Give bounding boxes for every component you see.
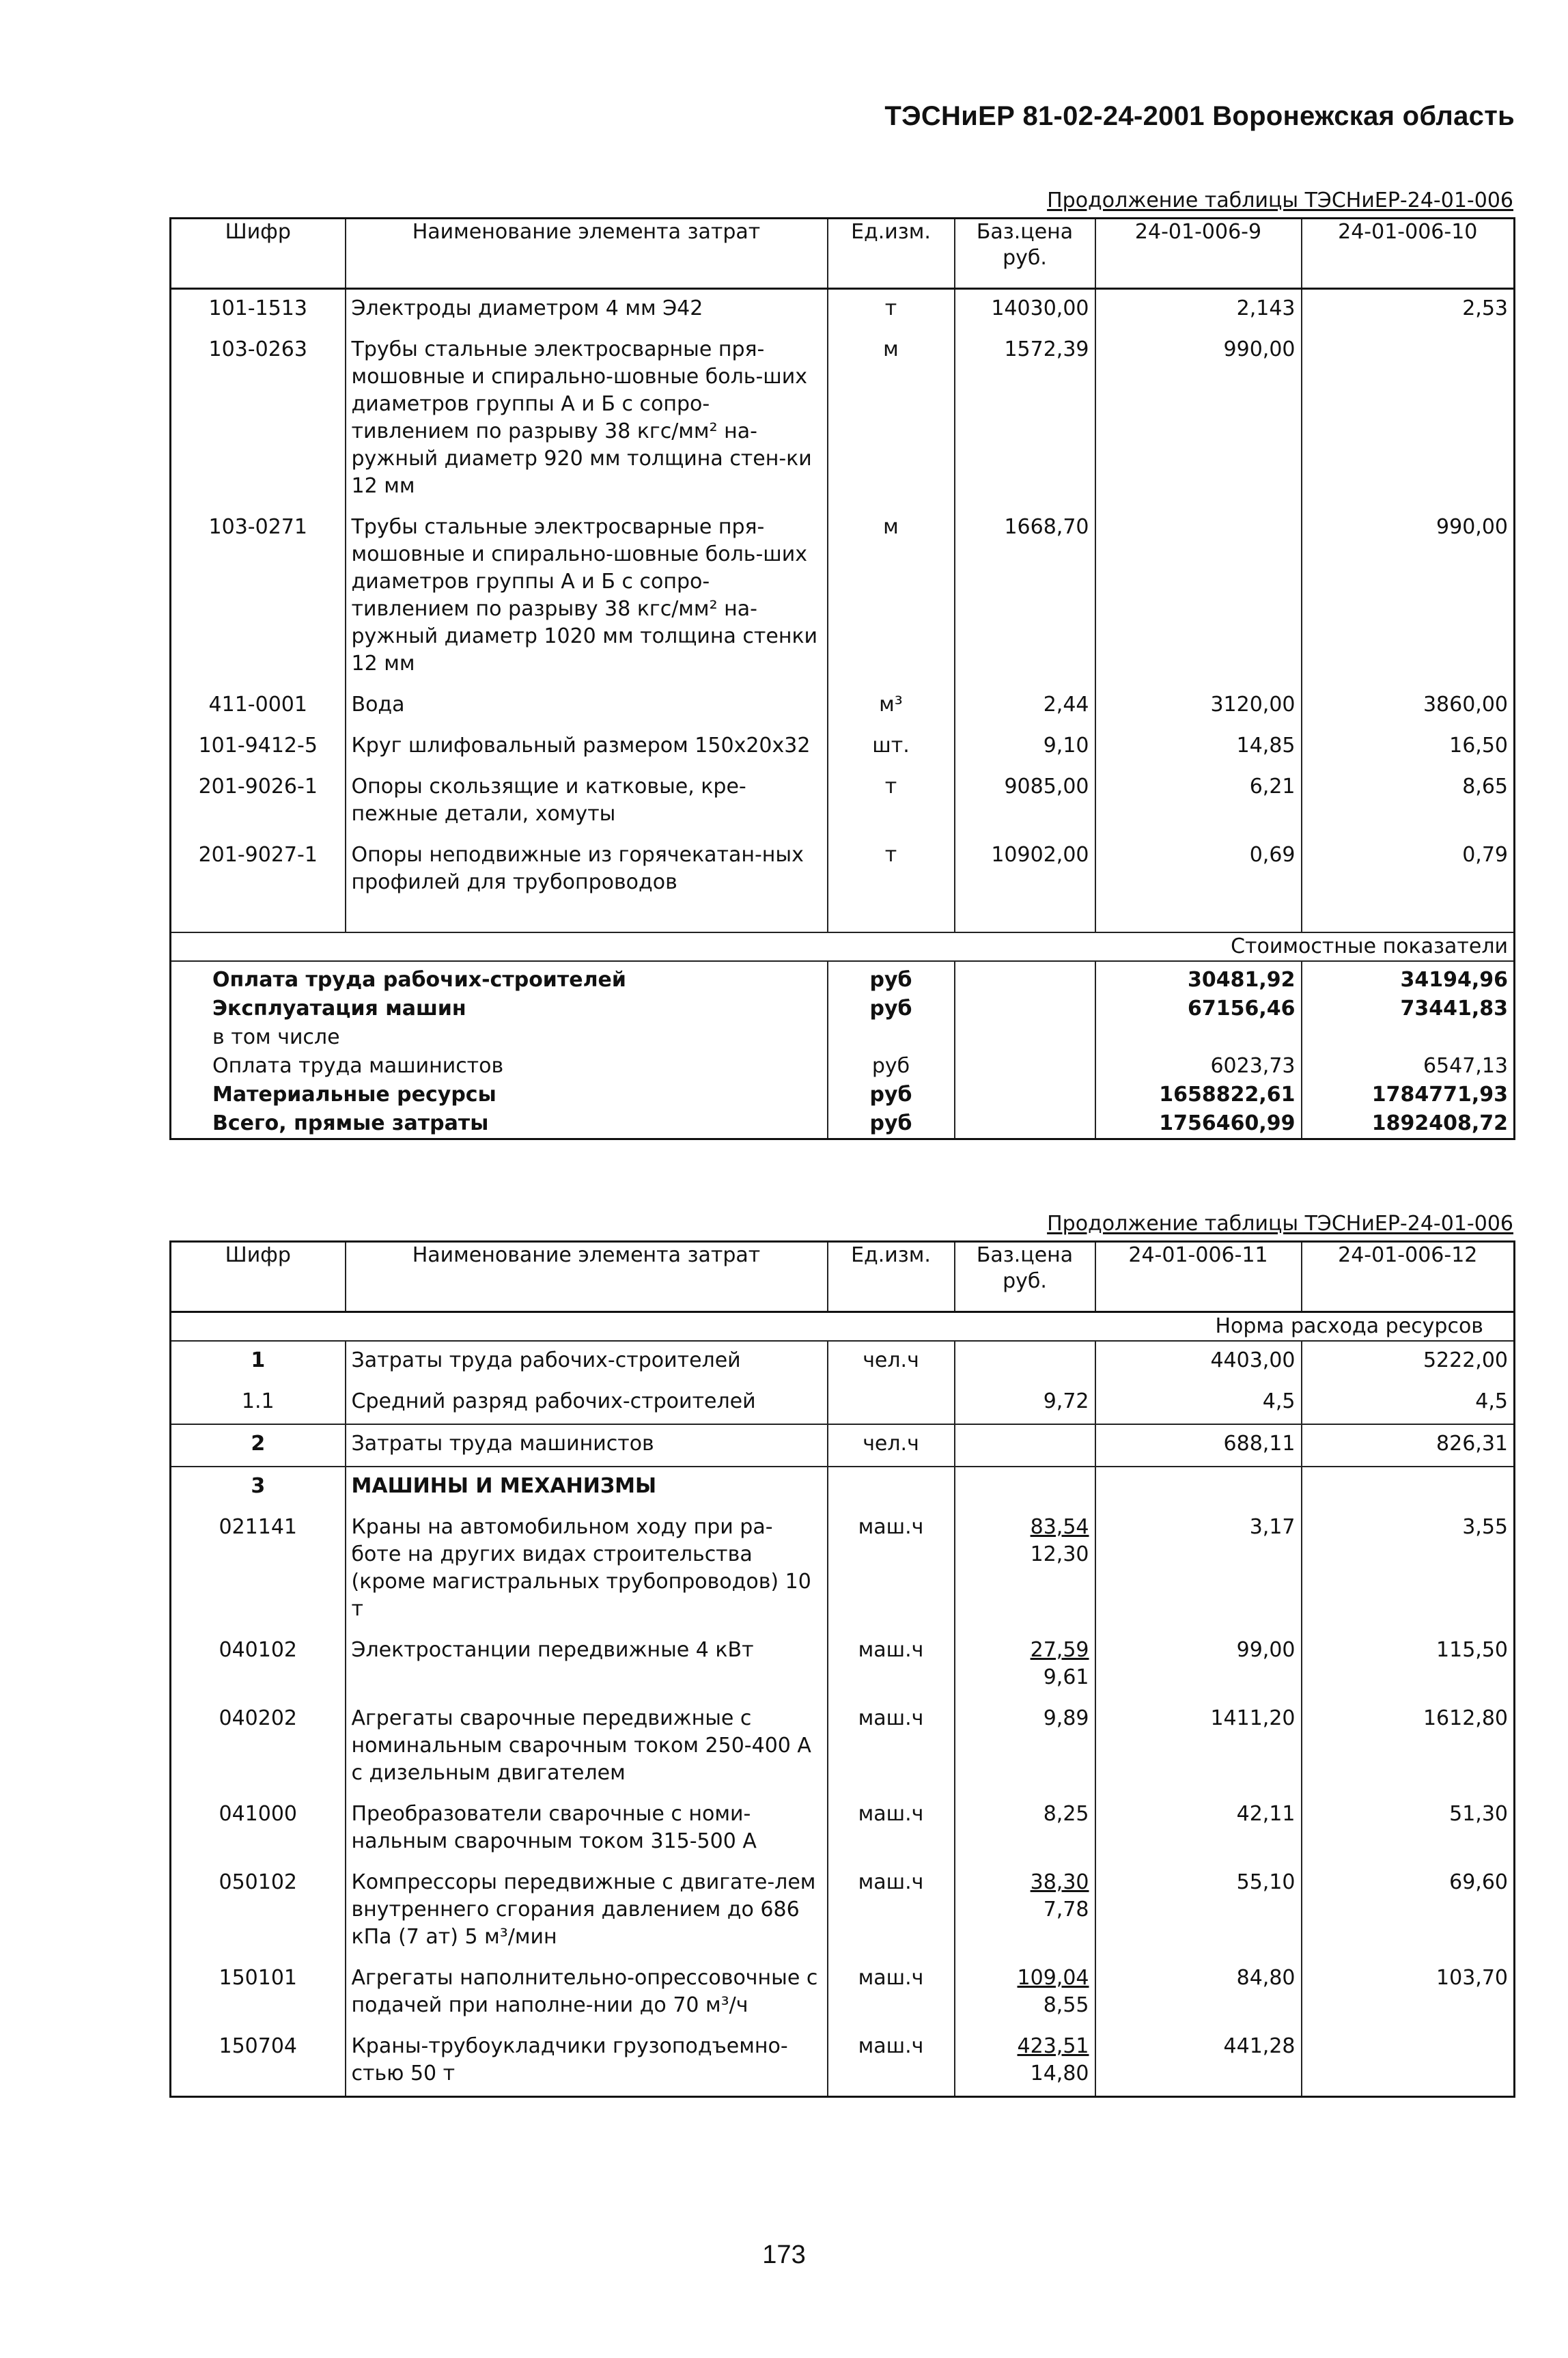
summary-name: в том числе — [171, 1023, 828, 1052]
value-col5: 3,17 — [1095, 1508, 1302, 1631]
table2-header-row — [171, 1242, 1515, 1312]
header-price — [955, 219, 1095, 289]
resource-name: Средний разряд рабочих-строителей — [346, 1383, 828, 1424]
resource-table-2 — [169, 1240, 1515, 2098]
resource-unit: маш.ч — [828, 1795, 955, 1863]
price-wage: 12,30 — [1030, 1542, 1089, 1566]
resource-price — [955, 1341, 1095, 1383]
resource-unit: маш.ч — [828, 1700, 955, 1795]
table-row — [171, 1383, 1515, 1424]
value-col5 — [1095, 1467, 1302, 1508]
summary-row — [171, 1081, 1515, 1109]
header-price-line1: Баз.цена — [976, 220, 1074, 244]
table-row — [171, 1508, 1515, 1631]
summary-unit: руб — [828, 1081, 955, 1109]
resource-price — [955, 1959, 1095, 2027]
resource-unit — [828, 1467, 955, 1508]
norm-caption-row — [171, 1312, 1515, 1342]
resource-name: Трубы стальные электросварные пря-мошовные и спирально-шовные боль-ших диаметров группы А и Б с сопро-тивлением по разрыву 38 кгс/мм² на-ружный диаметр 1020 мм толщина стенки 12 мм — [346, 508, 828, 686]
table-row — [171, 1863, 1515, 1959]
resource-name: Агрегаты наполнительно-опрессовочные с подачей при наполне-нии до 70 м³/ч — [346, 1959, 828, 2027]
summary-name: Оплата труда машинистов — [171, 1052, 828, 1081]
value-col5: 42,11 — [1095, 1795, 1302, 1863]
resource-price — [955, 1424, 1095, 1467]
table-row — [171, 331, 1515, 508]
value-col6: 3,55 — [1302, 1508, 1515, 1631]
resource-name: Преобразователи сварочные с номи-нальным сварочным током 315-500 А — [346, 1795, 828, 1863]
price-total: 38,30 — [1030, 1870, 1089, 1894]
resource-code: 101-1513 — [171, 289, 346, 331]
resource-unit: чел.ч — [828, 1424, 955, 1467]
resource-unit: маш.ч — [828, 2027, 955, 2097]
value-col5: 3120,00 — [1095, 686, 1302, 727]
resource-unit: м³ — [828, 686, 955, 727]
summary-price — [955, 961, 1095, 995]
header-col5: 24-01-006-9 — [1095, 219, 1302, 289]
table-row — [171, 836, 1515, 904]
table-row — [171, 686, 1515, 727]
summary-col6: 73441,83 — [1302, 995, 1515, 1023]
header-unit: Ед.изм. — [828, 219, 955, 289]
value-col5: 99,00 — [1095, 1631, 1302, 1700]
summary-row — [171, 961, 1515, 995]
resource-code: 040202 — [171, 1700, 346, 1795]
price-wage: 8,25 — [1043, 1802, 1089, 1826]
resource-price — [955, 1467, 1095, 1508]
table1-summary — [171, 961, 1515, 1139]
summary-unit — [828, 1023, 955, 1052]
resource-code: 201-9026-1 — [171, 768, 346, 836]
resource-code: 040102 — [171, 1631, 346, 1700]
price-wage: 9,89 — [1043, 1706, 1089, 1730]
summary-row — [171, 1023, 1515, 1052]
resource-name: Краны-трубоукладчики грузоподъемно-стью 50 т — [346, 2027, 828, 2097]
resource-name: Краны на автомобильном ходу при ра-боте на других видах строительства (кроме магистральных трубопроводов) 10 т — [346, 1508, 828, 1631]
value-col5: 441,28 — [1095, 2027, 1302, 2097]
summary-price — [955, 1023, 1095, 1052]
summary-price — [955, 1081, 1095, 1109]
table-row — [171, 508, 1515, 686]
resource-code: 101-9412-5 — [171, 727, 346, 768]
value-col6 — [1302, 1467, 1515, 1508]
value-col6: 4,5 — [1302, 1383, 1515, 1424]
cost-caption: Стоимостные показатели — [171, 932, 1515, 961]
price-total: 423,51 — [1017, 2034, 1089, 2058]
summary-col6 — [1302, 1023, 1515, 1052]
value-col6 — [1302, 2027, 1515, 2097]
resource-name: Трубы стальные электросварные пря-мошовные и спирально-шовные боль-ших диаметров группы А и Б с сопро-тивлением по разрыву 38 кгс/мм² на-ружный диаметр 920 мм толщина стен-ки 12 мм — [346, 331, 828, 508]
table-row — [171, 1959, 1515, 2027]
summary-unit: руб — [828, 961, 955, 995]
value-col6: 51,30 — [1302, 1795, 1515, 1863]
summary-col5 — [1095, 1023, 1302, 1052]
value-col5: 4,5 — [1095, 1383, 1302, 1424]
price-total: 109,04 — [1017, 1966, 1089, 1990]
table-row — [171, 1795, 1515, 1863]
price-wage: 7,78 — [1043, 1898, 1089, 1922]
resource-table-1 — [169, 217, 1515, 1140]
resource-unit: т — [828, 836, 955, 904]
page-header: ТЭСНиЕР 81-02-24-2001 Воронежская область — [884, 101, 1515, 131]
table-row — [171, 1631, 1515, 1700]
value-col6: 1612,80 — [1302, 1700, 1515, 1795]
resource-code: 1 — [171, 1341, 346, 1383]
table-row — [171, 1424, 1515, 1467]
header-code: Шифр — [171, 219, 346, 289]
value-col6: 8,65 — [1302, 768, 1515, 836]
summary-col5: 1658822,61 — [1095, 1081, 1302, 1109]
resource-price: 1572,39 — [955, 331, 1095, 508]
resource-price — [955, 1383, 1095, 1424]
value-col6: 5222,00 — [1302, 1341, 1515, 1383]
resource-price — [955, 1508, 1095, 1631]
resource-name: Компрессоры передвижные с двигате-лем внутреннего сгорания давлением до 686 кПа (7 ат) 5 м³/мин — [346, 1863, 828, 1959]
price-wage: 9,61 — [1043, 1665, 1089, 1689]
table-row — [171, 1700, 1515, 1795]
resource-unit — [828, 1383, 955, 1424]
table-row — [171, 768, 1515, 836]
resource-price — [955, 2027, 1095, 2097]
value-col5: 990,00 — [1095, 331, 1302, 508]
value-col6: 3860,00 — [1302, 686, 1515, 727]
summary-name: Материальные ресурсы — [171, 1081, 828, 1109]
resource-code: 021141 — [171, 1508, 346, 1631]
value-col5 — [1095, 508, 1302, 686]
resource-price — [955, 1795, 1095, 1863]
resource-code: 041000 — [171, 1795, 346, 1863]
resource-code: 103-0271 — [171, 508, 346, 686]
resource-unit: т — [828, 768, 955, 836]
summary-price — [955, 1109, 1095, 1139]
resource-name: Электростанции передвижные 4 кВт — [346, 1631, 828, 1700]
summary-name: Эксплуатация машин — [171, 995, 828, 1023]
resource-code: 050102 — [171, 1863, 346, 1959]
table1-caption: Продолжение таблицы ТЭСНиЕР-24-01-006 — [1047, 189, 1513, 212]
resource-unit: м — [828, 331, 955, 508]
price-wage: 9,72 — [1043, 1389, 1089, 1413]
summary-col6: 6547,13 — [1302, 1052, 1515, 1081]
summary-name: Всего, прямые затраты — [171, 1109, 828, 1139]
resource-unit: шт. — [828, 727, 955, 768]
value-col6: 0,79 — [1302, 836, 1515, 904]
header-price — [955, 1242, 1095, 1312]
resource-code: 2 — [171, 1424, 346, 1467]
value-col5: 4403,00 — [1095, 1341, 1302, 1383]
resource-code: 3 — [171, 1467, 346, 1508]
header-name: Наименование элемента затрат — [346, 1242, 828, 1312]
table-row — [171, 289, 1515, 331]
table-row — [171, 1341, 1515, 1383]
resource-name: Затраты труда рабочих-строителей — [346, 1341, 828, 1383]
header-col5: 24-01-006-11 — [1095, 1242, 1302, 1312]
value-col5: 2,143 — [1095, 289, 1302, 331]
summary-col5: 67156,46 — [1095, 995, 1302, 1023]
value-col6: 990,00 — [1302, 508, 1515, 686]
table2-body — [171, 1341, 1515, 2097]
resource-code: 103-0263 — [171, 331, 346, 508]
summary-unit: руб — [828, 995, 955, 1023]
resource-price: 2,44 — [955, 686, 1095, 727]
header-code: Шифр — [171, 1242, 346, 1312]
value-col5: 14,85 — [1095, 727, 1302, 768]
summary-col6: 1784771,93 — [1302, 1081, 1515, 1109]
price-total: 27,59 — [1030, 1638, 1089, 1662]
header-price-line1: Баз.цена — [976, 1243, 1074, 1267]
table-row — [171, 2027, 1515, 2097]
resource-unit: маш.ч — [828, 1631, 955, 1700]
value-col5: 6,21 — [1095, 768, 1302, 836]
summary-row — [171, 995, 1515, 1023]
header-unit: Ед.изм. — [828, 1242, 955, 1312]
price-wage: 14,80 — [1030, 2062, 1089, 2085]
table-row — [171, 1467, 1515, 1508]
summary-col5: 1756460,99 — [1095, 1109, 1302, 1139]
resource-code: 1.1 — [171, 1383, 346, 1424]
value-col5: 0,69 — [1095, 836, 1302, 904]
value-col6: 115,50 — [1302, 1631, 1515, 1700]
value-col6: 2,53 — [1302, 289, 1515, 331]
resource-price: 9085,00 — [955, 768, 1095, 836]
value-col6: 826,31 — [1302, 1424, 1515, 1467]
summary-price — [955, 1052, 1095, 1081]
table1-body — [171, 289, 1515, 905]
resource-name: Круг шлифовальный размером 150х20х32 — [346, 727, 828, 768]
summary-name: Оплата труда рабочих-строителей — [171, 961, 828, 995]
resource-code: 150704 — [171, 2027, 346, 2097]
resource-unit: маш.ч — [828, 1508, 955, 1631]
resource-price: 14030,00 — [955, 289, 1095, 331]
resource-price — [955, 1863, 1095, 1959]
resource-unit: маш.ч — [828, 1863, 955, 1959]
resource-name: Затраты труда машинистов — [346, 1424, 828, 1467]
header-price-line2: руб. — [1003, 246, 1047, 270]
summary-unit: руб — [828, 1052, 955, 1081]
summary-col6: 1892408,72 — [1302, 1109, 1515, 1139]
price-wage: 8,55 — [1043, 1993, 1089, 2017]
value-col5: 84,80 — [1095, 1959, 1302, 2027]
summary-row — [171, 1052, 1515, 1081]
resource-unit: чел.ч — [828, 1341, 955, 1383]
summary-price — [955, 995, 1095, 1023]
header-col6: 24-01-006-12 — [1302, 1242, 1515, 1312]
resource-unit: т — [828, 289, 955, 331]
value-col5: 1411,20 — [1095, 1700, 1302, 1795]
resource-price: 10902,00 — [955, 836, 1095, 904]
resource-name: Агрегаты сварочные передвижные с номинальным сварочным током 250-400 А с дизельным двигателем — [346, 1700, 828, 1795]
value-col6: 16,50 — [1302, 727, 1515, 768]
summary-col5: 6023,73 — [1095, 1052, 1302, 1081]
summary-row — [171, 1109, 1515, 1139]
value-col6 — [1302, 331, 1515, 508]
resource-name: Электроды диаметром 4 мм Э42 — [346, 289, 828, 331]
header-name: Наименование элемента затрат — [346, 219, 828, 289]
resource-price — [955, 1631, 1095, 1700]
summary-col5: 30481,92 — [1095, 961, 1302, 995]
value-col5: 55,10 — [1095, 1863, 1302, 1959]
resource-name: Опоры скользящие и катковые, кре-пежные детали, хомуты — [346, 768, 828, 836]
table2-caption: Продолжение таблицы ТЭСНиЕР-24-01-006 — [1047, 1212, 1513, 1236]
value-col5: 688,11 — [1095, 1424, 1302, 1467]
norm-caption: Норма расхода ресурсов — [171, 1312, 1515, 1342]
resource-code: 150101 — [171, 1959, 346, 2027]
resource-price: 1668,70 — [955, 508, 1095, 686]
resource-price — [955, 1700, 1095, 1795]
value-col6: 103,70 — [1302, 1959, 1515, 2027]
header-price-line2: руб. — [1003, 1269, 1047, 1293]
value-col6: 69,60 — [1302, 1863, 1515, 1959]
page-number: 173 — [762, 2241, 806, 2269]
resource-price: 9,10 — [955, 727, 1095, 768]
table1-header-row — [171, 219, 1515, 289]
table1-spacer — [171, 904, 1515, 932]
summary-unit: руб — [828, 1109, 955, 1139]
resource-name: Опоры неподвижные из горячекатан-ных профилей для трубопроводов — [346, 836, 828, 904]
header-col6: 24-01-006-10 — [1302, 219, 1515, 289]
table-row — [171, 727, 1515, 768]
resource-name: Вода — [346, 686, 828, 727]
resource-code: 201-9027-1 — [171, 836, 346, 904]
resource-name: МАШИНЫ И МЕХАНИЗМЫ — [346, 1467, 828, 1508]
resource-code: 411-0001 — [171, 686, 346, 727]
resource-unit: маш.ч — [828, 1959, 955, 2027]
summary-col6: 34194,96 — [1302, 961, 1515, 995]
cost-caption-row — [171, 932, 1515, 961]
resource-unit: м — [828, 508, 955, 686]
price-total: 83,54 — [1030, 1515, 1089, 1539]
